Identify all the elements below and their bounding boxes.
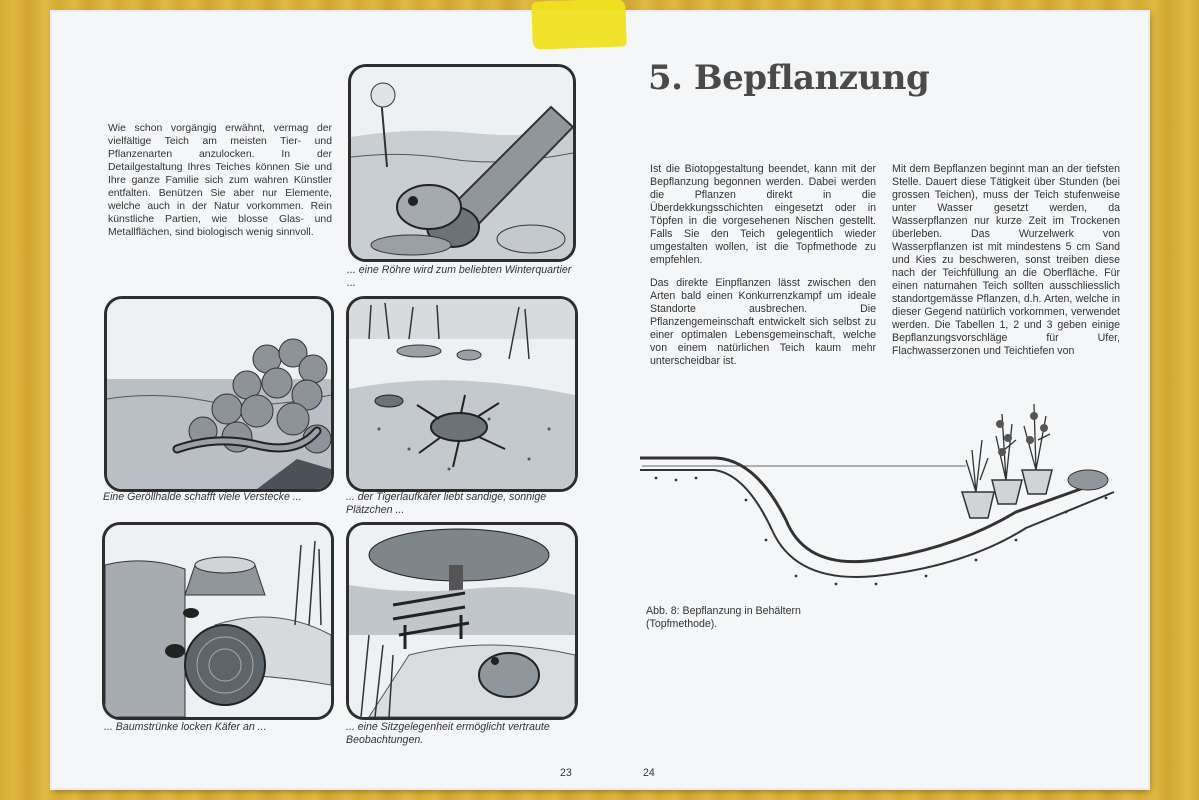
illustration-tree-stumps [102, 522, 334, 720]
figure-caption-line-1: Abb. 8: Bepflanzung in Behältern [646, 605, 801, 617]
page-number-right: 24 [643, 767, 655, 779]
figure-caption-line-2: (Topfmethode). [646, 618, 718, 630]
illustration-bench-frog [346, 522, 578, 720]
illustration-tiger-beetle [346, 296, 578, 492]
figure-caption [646, 605, 846, 631]
text-column-2 [892, 163, 1120, 368]
yellow-tape [531, 0, 627, 50]
paragraph-1: Ist die Biotopgestaltung beendet, kann mit der Bepflanzung begonnen werden. Dabei werden die Pflanzen direkt in die Überdekkungsschichten eingesetzt oder in Töpfen in die vorgesehenen Nischen gestellt. Falls Sie den Teich gelegentlich wieder umgestalten wollen, ist die Topfmethode zu empfehlen. [650, 163, 876, 266]
illustration-pipe-toad [348, 64, 576, 262]
paragraph-3: Mit dem Bepflanzen beginnt man an der tiefsten Stelle. Dauert diese Tätigkeit über Stunden (bei grossen Teichen), muss der Teich stufenweise unter Wasser gesetzt werden, da Wasserpflanzen nur kurze Zeit im Trockenen überleben. Das Wurzelwerk von Wasserpflanzen ist mit mindestens 5 cm Sand und Kies zu beschweren, sonst treiben diese nach der Teichfüllung an die Oberfläche. Für einen naturnahen Teich sollten ausschliesslich standortgemässe Pflanzen, d.h. Arten, welche in dieser Gegend natürlich vorkommen, verwendet werden. Die Tabellen 1, 2 und 3 geben einige Bepflanzungsvorschläge für Ufer, Flachwasserzonen und Teichtiefen von [892, 163, 1120, 357]
page-title: 5. Bepflanzung [648, 58, 930, 98]
paragraph-2: Das direkte Einpflanzen lässt zwischen den Arten bald einen Konkurrenzkampf um ideale Standorte ausbrechen. Die Pflanzengemeinschaft entwickelt sich selbst zu einer optimalen Lebensgemeinschaft, welche von einem natürlichen Teich kaum mehr unterscheidbar ist. [650, 277, 876, 367]
caption-beetle: ... der Tigerlaufkäfer liebt sandige, sonnige Plätzchen ... [346, 491, 547, 516]
page-number-left: 23 [560, 767, 572, 779]
intro-paragraph: Wie schon vorgängig erwähnt, vermag der vielfältige Teich am meisten Tier- und Pflanzenarten anzulocken. In der Detailgestaltung Ihres Teiches können Sie und Ihre ganze Familie sich zum wahren Künstler entfalten. Benützen Sie aber nur Elemente, welche auch in der Natur vorkommen. Rein künstliche Partien, wie blosse Glas- und Metallflächen, sind biologisch wenig sinnvoll. [108, 123, 332, 238]
caption-stumps: ... Baumstrünke locken Käfer an ... [104, 721, 267, 733]
caption-pipe: ... eine Röhre wird zum beliebten Winterquartier ... [347, 264, 572, 289]
text-column-1 [650, 163, 876, 378]
illustration-scree-lizard [104, 296, 334, 492]
caption-bench: ... eine Sitzgelegenheit ermöglicht vertraute Beobachtungen. [346, 721, 550, 746]
caption-scree: Eine Geröllhalde schafft viele Verstecke ... [103, 491, 302, 503]
pond-cross-section-illustration [636, 380, 1126, 590]
